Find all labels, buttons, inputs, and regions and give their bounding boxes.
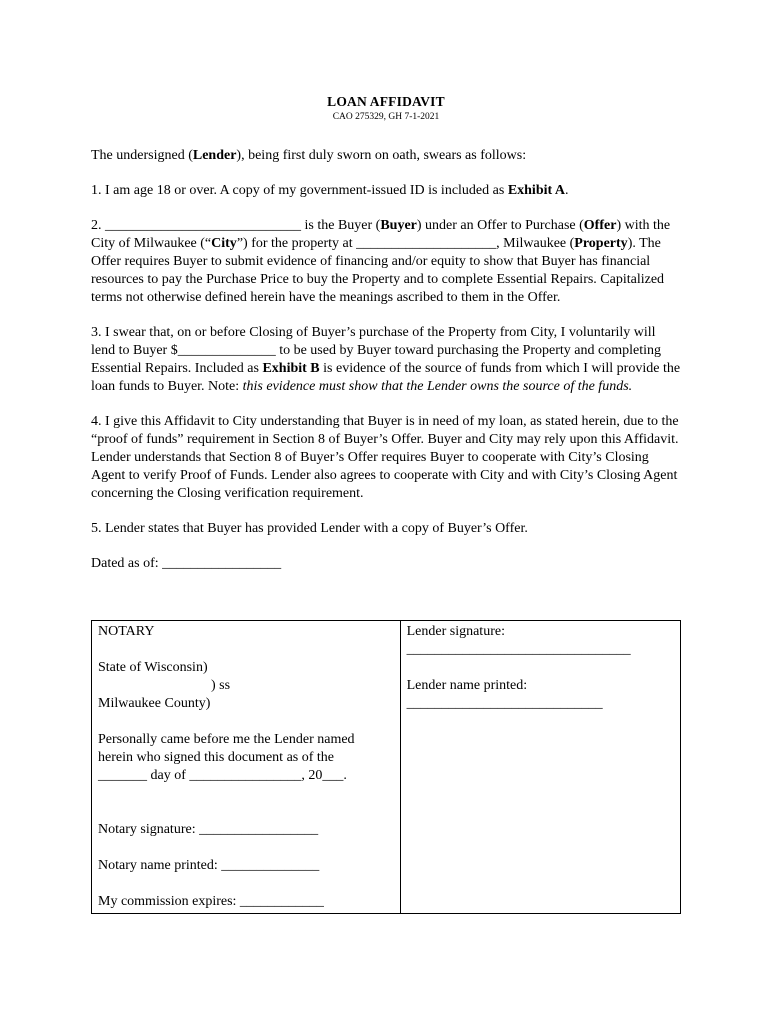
buyer-term: Buyer: [380, 218, 417, 233]
dated-line: Dated as of: _________________: [91, 556, 282, 571]
notary-state: State of Wisconsin): [98, 660, 208, 675]
p2-text-a: 2. ____________________________ is the Buyer (: [91, 218, 381, 233]
notary-ss: ) ss: [211, 678, 231, 693]
lender-cell: [400, 621, 680, 914]
paragraph-3: [91, 324, 681, 396]
p2-text-e: ). The Offer requires Buyer to submit evidence of financing and/or equity to show that Buyer has financial resources to pay the Purchase Price to buy the Property and to complete Essential Repairs. Capitalized terms not otherwise defined herein have the meanings ascribed to them in the Offer.: [91, 236, 665, 305]
p2-text-c: ) with the City of Milwaukee (“: [91, 218, 671, 251]
exhibit-a: Exhibit A: [507, 183, 566, 198]
document-title: LOAN AFFIDAVIT: [327, 94, 445, 109]
lender-signature-label: Lender signature:: [406, 624, 505, 639]
lender-signature-line[interactable]: ________________________________: [406, 642, 631, 657]
exhibit-b: Exhibit B: [262, 361, 320, 376]
spacer: [98, 839, 394, 857]
paragraph-5: 5. Lender states that Buyer has provided Lender with a copy of Buyer’s Offer.: [91, 521, 528, 536]
p1-text: 1. I am age 18 or over. A copy of my government-issued ID is included as: [91, 183, 508, 198]
spacer: [98, 785, 394, 803]
spacer: [98, 803, 394, 821]
notary-signature-field[interactable]: Notary signature: _________________: [98, 822, 319, 837]
intro-text-post: ), being first duly sworn on oath, swears as follows:: [236, 148, 527, 163]
p3-text-b: is evidence of the source of funds from which I will provide the loan funds to Buyer. Note:: [91, 361, 681, 394]
notary-personally-2: herein who signed this document as of the: [98, 750, 335, 765]
notary-heading: NOTARY: [98, 624, 155, 639]
notary-personally-3: _______ day of ________________, 20___.: [98, 768, 347, 783]
p1-end: .: [565, 183, 569, 198]
document-page: [91, 94, 681, 573]
notary-commission-field[interactable]: My commission expires: ____________: [98, 894, 324, 909]
intro-text-pre: The undersigned (: [91, 148, 193, 163]
lender-name-line[interactable]: ____________________________: [406, 696, 603, 711]
p3-text-a: 3. I swear that, on or before Closing of Buyer’s purchase of the Property from City, I voluntarily will lend to Buyer $______________ to be used by Buyer toward purchasing the Property and completing Essential Repairs. Included as: [91, 325, 662, 376]
offer-term: Offer: [583, 218, 617, 233]
lender-name-label: Lender name printed:: [406, 678, 528, 693]
spacer: [98, 875, 394, 893]
spacer: [98, 641, 394, 659]
lender-term: Lender: [192, 148, 237, 163]
document-code: CAO 275329, GH 7-1-2021: [332, 112, 440, 122]
notary-name-field[interactable]: Notary name printed: ______________: [98, 858, 320, 873]
city-term: City: [211, 236, 237, 251]
p2-text-b: ) under an Offer to Purchase (: [416, 218, 584, 233]
intro-paragraph: [91, 147, 681, 165]
paragraph-2: [91, 217, 681, 307]
signature-table: [91, 620, 681, 914]
property-term: Property: [574, 236, 628, 251]
p2-text-d: ”) for the property at ____________________, Milwaukee (: [236, 236, 575, 251]
paragraph-4: 4. I give this Affidavit to City understanding that Buyer is in need of my loan, as stated herein, due to the “proof of funds” requirement in Section 8 of Buyer’s Offer. Buyer and City may rely upon this Affidavit. Lender understands that Section 8 of Buyer’s Offer requires Buyer to cooperate with City’s Closing Agent to verify Proof of Funds. Lender also agrees to cooperate with City and with City’s Closing Agent concerning the Closing verification requirement.: [91, 414, 679, 501]
spacer: [98, 713, 394, 731]
notary-cell: [92, 621, 401, 914]
notary-county: Milwaukee County): [98, 696, 211, 711]
spacer: [407, 659, 674, 677]
paragraph-1: [91, 182, 681, 200]
notary-personally-1: Personally came before me the Lender named: [98, 732, 355, 747]
p3-note: this evidence must show that the Lender owns the source of the funds.: [242, 379, 633, 394]
